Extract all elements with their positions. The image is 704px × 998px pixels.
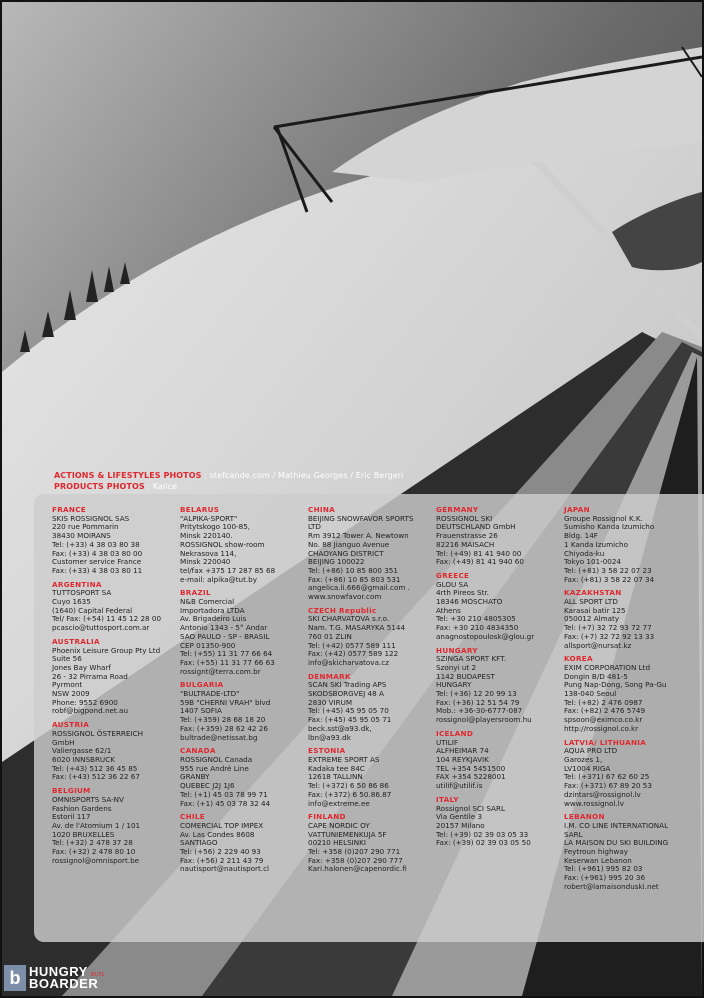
address-line: Fax: (+372) 6 50.86.87 [308,789,392,799]
address-line: nautisport@nautisport.cl [180,864,270,874]
address-line: Fax: (+36) 12 51 54 79 [436,697,520,707]
page-number: 30/31 [90,972,105,978]
address-line: e-mail: alpika@tut.by [180,574,258,584]
address-line: NSW 2009 [52,689,90,699]
address-line: Fax: (+43) 512 36 22 67 [52,772,140,782]
address-line: www.snowfavor.com [308,592,382,602]
address-line: EXTREME SPORT AS [308,754,380,764]
address-line: VATTUNIEMENKUJA 5F [308,829,387,839]
address-line: Athens [436,605,461,615]
address-line: info@extreme.ee [308,798,370,808]
address-line: Antonio 1343 - 5° Andar [180,623,268,633]
address-line: Tel: (+359) 28 68 18 20 [180,715,266,725]
distributor-column [564,506,692,897]
address-line: utilif@utilif.is [436,781,483,791]
address-line: CHAOYANG DISTRICT [308,548,384,558]
address-line: Tel: +358 (0)207 290 771 [308,847,401,857]
address-line: HUNGARY [436,680,472,690]
address-line: Mob.: +36-30-6777-087 [436,706,523,716]
distributor-entry [52,721,180,782]
address-line: Pung Nap-Dong, Song Pa-Gu [564,680,667,690]
address-line: SKODSBORGVEJ 48 A [308,689,384,699]
address-line: SANTIAGO [180,838,218,848]
address-line: 82216 MAISACH [436,539,495,549]
address-line: Fax: (+55) 11 31 77 66 63 [180,657,275,667]
address-line: 18346 MOSCHATO [436,597,503,607]
address-line: Tel: (+1) 45 03 78 99 71 [180,789,268,799]
address-line: AQUA PRO LTD [564,746,618,756]
address-line: Fax: (+56) 2 211 43 79 [180,855,264,865]
address-line: angelica.li.666@gmail.com . [308,583,410,593]
address-line: Minsk 220040 [180,557,231,567]
address-line: SARL [564,829,583,839]
distributor-entry [436,730,564,791]
address-line: Minsk 220140. [180,531,233,541]
address-line: Tel/ Fax: (+54) 11 45 12 28 00 [52,614,162,624]
address-line: Tel: (+43) 512 36 45 85 [52,763,138,773]
address-line: Cuyo 1635 [52,597,91,607]
address-line: ALL SPORT LTD [564,597,618,607]
address-line: COMERCIAL TOP IMPEX [180,820,264,830]
country-heading: ITALY [436,794,459,804]
address-line: Sumisho Kanda Izumicho [564,522,655,532]
address-line: rossignol@omnisport.be [52,855,140,865]
address-line: Av. Las Condes 8608 [180,829,255,839]
address-line: 6020 INNSBRUCK [52,754,115,764]
address-line: Rossignol SCI SARL [436,803,505,813]
address-line: LA MAISON DU SKI BUILDING [564,838,669,848]
address-line: 760 01 ZLIN [308,631,352,641]
address-line: 59B "CHERNI VRAH" blvd [180,697,271,707]
address-line: N&B Comercial [180,597,235,607]
address-line: robert@lamaisonduski.net [564,881,659,891]
address-line: BEIJING SNOWFAVOR SPORTS [308,513,414,523]
distributor-column [52,506,180,897]
address-line: GRANBY [180,772,210,782]
address-line: SKIS ROSSIGNOL SAS [52,513,130,523]
address-line: Tel: (+86) 10 85 800 351 [308,565,398,575]
address-line: Frauenstrasse 26 [436,531,498,541]
country-heading: AUSTRIA [52,720,90,730]
address-line: Fax: (+359) 28 62 42 26 [180,723,268,733]
address-line: tel/fax +375 17 287 85 68 [180,565,276,575]
distributor-entry [52,638,180,716]
distributor-entry [308,506,436,602]
address-line: www.rossignol.lv [564,798,624,808]
address-line: Tel: (+32) 2 478 37 28 [52,838,133,848]
address-line: rossignol@playersroom.hu [436,715,532,725]
address-line: EXIM CORPORATION Ltd [564,662,651,672]
address-line: Fax: (+961) 995 20 36 [564,873,646,883]
address-line: Fax: (+33) 4 38 03 80 11 [52,565,143,575]
address-line: Tel: (+39) 02 39 03 05 33 [436,829,529,839]
address-line: Estoril 117 [52,812,91,822]
address-line: UTILIF [436,737,459,747]
country-heading: FRANCE [52,505,87,514]
address-line: OMNISPORTS SA-NV [52,794,124,804]
address-line: Kari.halonen@capenordic.fi [308,864,407,874]
actions-credit-label: ACTIONS & LIFESTYLES PHOTOS [54,471,202,480]
address-line: FAX +354 5228001 [436,772,506,782]
country-heading: GERMANY [436,505,479,514]
country-heading: ARGENTINA [52,579,102,589]
country-heading: CHINA [308,505,336,514]
address-line: Valiergasse 62/1 [52,746,112,756]
country-heading: CHILE [180,812,205,822]
distributor-entry [52,581,180,633]
address-line: Fax: (+33) 4 38 03 80 00 [52,548,143,558]
address-line: DEUTSCHLAND GmbH [436,522,516,532]
distributor-entry [52,787,180,865]
address-line: Tel: (+372) 6 50 86 86 [308,781,389,791]
country-heading: LATVIA/ LITHUANIA [564,737,647,747]
hungry-boarder-logo [4,964,98,992]
address-line: Tel: (+7) 32 72 93 72 77 [564,623,652,633]
address-line: 1407 SOFIA [180,706,222,716]
distributor-entry [564,739,692,809]
distributor-entry [180,747,308,808]
address-line: Pritytskogo 100-85, [180,522,251,532]
address-line: Groupe Rossignol K.K. [564,513,643,523]
country-heading: CZECH Republic [308,605,377,615]
address-line: Feytroun highway [564,847,629,857]
address-line: Garozes 1, [564,754,603,764]
address-line: Av. de l'Atomium 1 / 101 [52,820,141,830]
logo-line-2: BOARDER [29,976,99,991]
distributor-entry [180,813,308,874]
address-line: 26 - 32 Pirrama Road [52,671,128,681]
address-line: QUEBEC J2J 1J6 [180,781,235,791]
address-line: Tel: (+56) 2 229 40 93 [180,847,261,857]
country-heading: BELGIUM [52,786,91,796]
address-line: Customer service France [52,557,142,567]
address-line: Fax: (+49) 81 41 940 60 [436,557,524,567]
distributors-grid [52,506,702,897]
distributor-column [308,506,436,897]
country-heading: KOREA [564,654,593,664]
address-line: Via Gentile 3 [436,812,483,822]
distributor-column [436,506,564,897]
address-line: Rm 3912 Tower A. Newtown [308,531,409,541]
distributor-entry [436,572,564,642]
address-line: Pyrmont [52,680,83,690]
distributor-entry [436,796,564,848]
distributor-entry [308,673,436,743]
address-line: Karasai batir 125 [564,605,626,615]
address-line: Kadaka tee 84C [308,763,365,773]
address-line: Tel: (+49) 81 41 940 00 [436,548,522,558]
address-line: spsoon@eximco.co.kr [564,715,643,725]
address-line: ROSSIGNOL SKI [436,513,493,523]
address-line: 220 rue Pommarin [52,522,119,532]
address-line: Tel: (+55) 11 31 77 66 64 [180,649,273,659]
address-line: ALFHEIMAR 74 [436,746,489,756]
address-line: bultrade@netissat.bg [180,732,258,742]
address-line: Fax: +358 (0)207 290 777 [308,855,403,865]
address-line: I.M. CO LINE INTERNATIONAL [564,820,669,830]
address-line: Fashion Gardens [52,803,112,813]
address-line: http://rossignol.co.kr [564,723,639,733]
address-line: lbn@a93.dk [308,732,351,742]
address-line: Jones Bay Wharf [52,662,111,672]
distributor-column [180,506,308,897]
country-heading: BELARUS [180,505,220,514]
address-line: robf@bigpond.net.au [52,706,128,716]
distributor-entry [564,655,692,733]
address-line: 4rth Pireos Str. [436,588,489,598]
address-line: Tel: (+961) 995 82 03 [564,864,643,874]
address-line: Phoenix Leisure Group Pty Ltd [52,645,161,655]
distributor-entry [180,589,308,676]
distributor-entry [308,813,436,874]
address-line: Tel: (+371) 67 62 60 25 [564,772,650,782]
country-heading: BULGARIA [180,680,224,690]
address-line: allsport@nursat.kz [564,640,632,650]
country-heading: CANADA [180,746,216,756]
products-credit-label: PRODUCTS PHOTOS [54,482,145,491]
address-line: Tokyo 101-0024 [564,557,622,567]
address-line: (1640) Capital Federal [52,605,133,615]
country-heading: HUNGARY [436,645,478,655]
address-line: Fax: (+371) 67 89 20 53 [564,781,652,791]
distributor-entry [436,506,564,567]
address-line: CAPE NORDIC OY [308,820,370,830]
address-line: Dongin B/D 481-5 [564,671,628,681]
distributor-entry [564,813,692,891]
address-line: anagnostopoulosk@glou.gr [436,631,535,641]
address-line: SCAN SKI Trading APS [308,680,387,690]
address-line: No. 88 Jianguo Avenue [308,539,390,549]
distributor-entry [308,607,436,668]
address-line: 1142 BUDAPEST [436,671,495,681]
address-line: CEP 01350-900 [180,640,236,650]
country-heading: GREECE [436,570,470,580]
country-heading: LEBANON [564,812,605,822]
logo-mark: b [4,965,26,991]
address-line: LTD [308,522,321,532]
address-line: Suite 56 [52,654,82,664]
address-line: Bldg. 14F [564,531,598,541]
address-line: Phone: 9552 6900 [52,697,118,707]
address-line: Fax: (+7) 32 72 92 13 33 [564,631,655,641]
address-line: Fax: (+86) 10 85 803 531 [308,574,401,584]
address-line: Fax: (+32) 2 478 80 10 [52,847,136,857]
address-line: 050012 Almaty [564,614,620,624]
address-line: Tel: (+45) 45 95 05 70 [308,706,389,716]
distributor-entry [564,506,692,584]
country-heading: AUSTRALIA [52,636,100,646]
distributor-entry [436,647,564,725]
distributors-panel [34,494,704,942]
address-line: pcascio@tuttosport.com.ar [52,623,150,633]
country-heading: BRAZIL [180,588,211,598]
address-line: ROSSIGNOL ÖSTERREICH [52,728,144,738]
address-line: 955 rue André Line [180,763,249,773]
address-line: SZINGA SPORT KFT. [436,654,506,664]
address-line: ROSSIGNOL Canada [180,754,253,764]
address-line: "BULTRADE-LTD" [180,689,240,699]
country-heading: JAPAN [564,505,590,514]
distributor-entry [564,589,692,650]
country-heading: DENMARK [308,671,351,681]
address-line: 138-040 Seoul [564,689,617,699]
address-line: "ALPIKA-SPORT" [180,513,238,523]
country-heading: KAZAKHSTAN [564,588,622,598]
address-line: Szonyi ut 2 [436,662,477,672]
address-line: 12618 TALLINN [308,772,363,782]
address-line: TEL +354 5451500 [436,763,506,773]
address-line: 38430 MOIRANS [52,531,111,541]
distributor-entry [180,506,308,584]
address-line: Tel: (+36) 12 20 99 13 [436,689,517,699]
address-line: Nam. T.G. MASARYKA 5144 [308,623,406,633]
address-line: 1 Kanda Izumicho [564,539,629,549]
address-line: GLOU SA [436,579,469,589]
logo-line-1: HUNGRY [29,964,88,979]
address-line: SAO PAULO - SP - BRASIL [180,631,270,641]
address-line: GmbH [52,737,75,747]
address-line: Fax: +30 210 4834350 [436,623,519,633]
country-heading: FINLAND [308,812,346,822]
address-line: Nekrasova 114, [180,548,237,558]
address-line: 2830 VIRUM [308,697,353,707]
address-line: Fax: (+39) 02 39 03 05 50 [436,838,531,848]
actions-credit-value: : stefcande.com / Mathieu Georges / Eric Bergeri [204,471,404,480]
photo-credits [54,470,404,492]
distributor-entry [180,681,308,742]
address-line: BEIJING 100022 [308,557,365,567]
address-line: Tel: (+82) 2 476 0987 [564,697,643,707]
address-line: 20157 Milano [436,820,485,830]
country-heading: ESTONIA [308,746,346,756]
logo-wordmark [29,966,98,990]
address-line: beck.sst@a93.dk, [308,723,372,733]
distributor-entry [308,747,436,808]
address-line: Fax: (+45) 45 95 05 71 [308,715,392,725]
address-line: Tel: +30 210 4805305 [436,614,516,624]
address-line: rossignt@terra.com.br [180,666,261,676]
address-line: Fax: (+82) 2 476 5749 [564,706,646,716]
address-line: Fax: (+81) 3 58 22 07 34 [564,574,655,584]
address-line: Av. Brigadeiro Luis [180,614,247,624]
address-line: Fax: (+42) 0577 589 122 [308,649,399,659]
address-line: Fax: (+1) 45 03 78 32 44 [180,798,271,808]
address-line: 1020 BRUXELLES [52,829,115,839]
address-line: SKI CHARVATOVA s.r.o. [308,614,390,624]
address-line: 00210 HELSINKI [308,838,366,848]
country-heading: ICELAND [436,728,474,738]
address-line: dzintars@rossignol.lv [564,789,641,799]
address-line: info@skicharvatova.cz [308,657,389,667]
address-line: Tel: (+81) 3 58 22 07 23 [564,565,652,575]
address-line: TUTTOSPORT SA [52,588,112,598]
address-line: ROSSIGNOL show-room [180,539,265,549]
address-line: Chiyoda-ku [564,548,605,558]
distributor-entry [52,506,180,576]
address-line: 104 REYKJAVIK [436,754,489,764]
products-credit-value: : Kalice [147,482,178,491]
address-line: Tel: (+33) 4 38 03 80 38 [52,539,140,549]
address-line: LV1004 RIGA [564,763,611,773]
address-line: Importadora LTDA [180,605,245,615]
address-line: Keserwan Lebanon [564,855,632,865]
address-line: Tel: (+42) 0577 589 111 [308,640,396,650]
